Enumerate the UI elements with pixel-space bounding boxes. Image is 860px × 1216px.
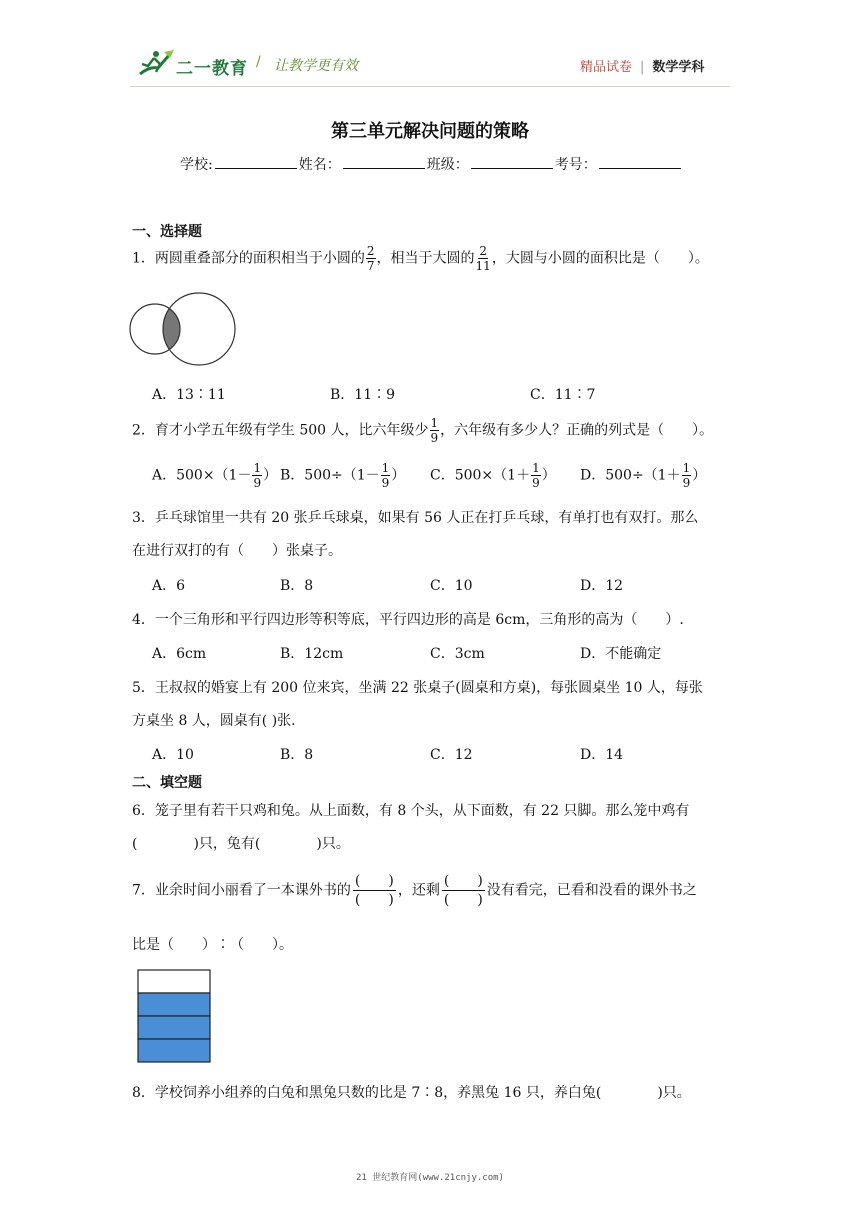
q7-blank-fraction-1[interactable]	[353, 872, 396, 909]
question-4: 4．一个三角形和平行四边形等积等底，平行四边形的高是 6cm，三角形的高为（ ）.	[132, 612, 684, 628]
quality-label: 精品试卷	[580, 60, 633, 75]
q1-fraction-1	[366, 244, 376, 273]
q5-option-d[interactable]: D．14	[580, 747, 624, 763]
q2-b-fraction	[381, 461, 391, 490]
q2-a-post: ）	[263, 467, 278, 484]
class-label: 班级：	[426, 157, 469, 173]
q7-f1-bottom: ( )	[354, 892, 394, 908]
bar-part-unread	[138, 970, 210, 993]
section-choice: 一、选择题	[132, 224, 202, 240]
q2-d-fraction	[682, 461, 692, 490]
q3-option-a[interactable]: A．6	[152, 578, 186, 594]
header-right	[580, 56, 704, 75]
question-5-line-2: 方桌坐 8 人，圆桌有( )张.	[132, 713, 296, 729]
q2-c-post: ）	[541, 467, 556, 484]
name-blank[interactable]	[343, 154, 425, 169]
q5-option-c[interactable]: C．12	[430, 747, 473, 763]
q2-d-pre: D．500÷（1＋	[580, 467, 681, 484]
question-5-line-1: 5．王叔叔的婚宴上有 200 位来宾，坐满 22 张桌子(圆桌和方桌)，每张圆桌坐 10 人，每张	[132, 680, 703, 696]
question-3-line-1: 3．乒乓球馆里一共有 20 张乒乓球桌，如果有 56 人正在打乒乓球，有单打也有双打。那么	[132, 510, 699, 526]
bar-part-read	[138, 1039, 210, 1062]
q5-option-a[interactable]: A．10	[152, 747, 194, 763]
q2-d-post: ）	[692, 467, 707, 484]
bar-part-read	[138, 993, 210, 1016]
slogan-slash: /	[256, 54, 261, 70]
q2-fraction	[430, 416, 440, 445]
q2-option-a[interactable]	[152, 461, 277, 490]
exam-no-blank[interactable]	[599, 154, 681, 169]
school-blank[interactable]	[215, 154, 297, 169]
q2-a-fraction	[252, 461, 262, 490]
question-6-line-2: ( )只，兔有( )只。	[132, 836, 350, 852]
q2-b-den: 9	[381, 476, 390, 490]
q2-a-num: 1	[253, 461, 262, 475]
q1-f2-num: 2	[479, 244, 487, 258]
q3-option-c[interactable]: C．10	[430, 578, 473, 594]
question-6-line-1: 6．笼子里有若干只鸡和兔。从上面数，有 8 个头，从下面数，有 22 只脚。那么笼中鸡有	[132, 803, 690, 819]
q2-a-den: 9	[253, 476, 262, 490]
q1-option-a[interactable]: A．13∶11	[152, 387, 226, 403]
question-7-line-1	[132, 872, 697, 909]
q2-f-num: 1	[430, 416, 439, 430]
section-fill-blank: 二、填空题	[132, 775, 202, 791]
student-info	[180, 154, 683, 174]
exam-no-label: 考号：	[554, 157, 597, 173]
q7-text-c: 没有看完，已看和没看的课外书之	[486, 882, 697, 899]
q2-option-b[interactable]	[280, 461, 405, 490]
q1-f1-den: 7	[366, 259, 375, 273]
q2-option-d[interactable]	[580, 461, 706, 490]
q4-option-c[interactable]: C．3cm	[430, 646, 485, 662]
q2-c-pre: C．500×（1＋	[430, 467, 531, 484]
q1-f2-den: 11	[475, 259, 491, 273]
question-2	[132, 416, 713, 445]
q2-c-den: 9	[532, 476, 540, 490]
q1-option-b[interactable]: B．11∶9	[330, 387, 396, 403]
q2-c-fraction	[531, 461, 541, 490]
q2-b-pre: B．500÷（1－	[280, 467, 380, 484]
subject-label: 数学学科	[652, 60, 705, 75]
q3-option-d[interactable]: D．12	[580, 578, 624, 594]
q2-text-a: 2．育才小学五年级有学生 500 人，比六年级少	[132, 422, 429, 439]
q1-f1-num: 2	[366, 244, 375, 258]
q1-option-c[interactable]: C．11∶7	[530, 387, 596, 403]
class-blank[interactable]	[471, 154, 553, 169]
bar-part-read	[138, 1016, 210, 1039]
name-label: 姓名：	[298, 157, 341, 173]
question-8: 8．学校饲养小组养的白兔和黑兔只数的比是 7∶8，养黑兔 16 只，养白兔( )只。	[132, 1085, 691, 1101]
q4-option-b[interactable]: B．12cm	[280, 646, 344, 662]
q2-f-den: 9	[430, 431, 439, 445]
question-1	[132, 244, 709, 273]
header-separator: |	[640, 60, 645, 75]
q7-blank-fraction-2[interactable]	[442, 872, 485, 909]
q2-d-den: 9	[682, 476, 691, 490]
footer: 21 世纪教育网(www.21cnjy.com)	[356, 1173, 504, 1183]
runner-logo-icon	[136, 48, 176, 78]
q2-b-post: ）	[391, 467, 406, 484]
q1-text-a: 1．两圆重叠部分的面积相当于小圆的	[132, 250, 365, 267]
q1-text-b: ，相当于大圆的	[376, 250, 475, 267]
q7-f2-top: ( )	[443, 873, 483, 889]
q7-text-a: 7．业余时间小丽看了一本课外书的	[132, 882, 351, 899]
q4-option-d[interactable]: D．不能确定	[580, 646, 662, 662]
q2-d-num: 1	[682, 461, 691, 475]
q7-text-b: ，还剩	[397, 882, 440, 899]
q4-option-a[interactable]: A．6cm	[152, 646, 207, 662]
q2-text-b: ，六年级有多少人？正确的列式是（ ）。	[440, 422, 714, 439]
slogan: 让教学更有效	[274, 58, 358, 74]
q2-c-num: 1	[532, 461, 540, 475]
question-7-line-2: 比是（ ）∶（ ）。	[132, 937, 293, 953]
school-label: 学校:	[180, 157, 213, 173]
page-title: 第三单元解决问题的策略	[331, 121, 529, 142]
q7-f1-top: ( )	[354, 873, 394, 889]
q1-text-c: ，大圆与小圆的面积比是（ ）。	[491, 250, 709, 267]
q1-fraction-2	[476, 244, 491, 273]
logo-text: 二一教育	[176, 59, 248, 79]
q2-a-pre: A．500×（1－	[152, 467, 252, 484]
q5-option-b[interactable]: B．8	[280, 747, 314, 763]
book-progress-bar	[137, 969, 211, 1064]
question-3-line-2: 在进行双打的有（ ）张桌子。	[132, 543, 342, 559]
q7-f2-bottom: ( )	[443, 892, 483, 908]
q2-option-c[interactable]	[430, 461, 556, 490]
header-divider	[130, 86, 730, 87]
q3-option-b[interactable]: B．8	[280, 578, 314, 594]
q2-b-num: 1	[381, 461, 390, 475]
overlapping-circles-diagram	[128, 291, 240, 371]
